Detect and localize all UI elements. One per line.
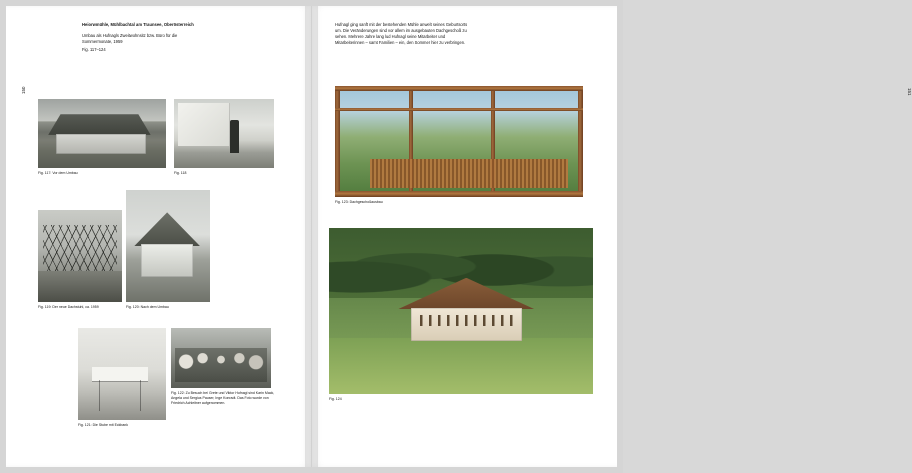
figure-118: [174, 99, 274, 168]
figure-124: [329, 228, 593, 394]
figure-119-caption: Fig. 119: Der neue Dachstuhl, ca. 1959: [38, 305, 99, 309]
figure-120-caption: Fig. 120: Nach dem Umbau: [126, 305, 169, 309]
figure-118-image: [174, 99, 274, 168]
figure-124-image: [329, 228, 593, 394]
figure-122-image: [171, 328, 271, 388]
folio-right: 151: [907, 88, 912, 96]
figure-117: [38, 99, 166, 168]
figure-121-image: [78, 328, 166, 420]
figure-123: [335, 86, 583, 197]
folio-left: 150: [21, 86, 26, 94]
body-text: Hufnagl ging sanft mit der bestehenden Mühle anwelt seines Geburtsorts um. Die Veränderungen sind vor allem im ausgebauten Dachgeschoß zu sehen. Mehrere Jahre lang lud Hufnagl seine Mitarbeiter und Mitarbeiterinnen – samt Familien – ein, den Sommer hier zu verbringen.: [335, 22, 468, 46]
page-headline: Heiorwmühle, Mühlbachtal am Traunsee, Oberösterreich: [82, 22, 194, 27]
figure-122: [171, 328, 271, 388]
figure-121-caption: Fig. 121: Die Stube mit Eckbank: [78, 423, 128, 427]
figure-117-caption: Fig. 117: Vor dem Umbau: [38, 171, 78, 175]
right-page: [312, 6, 912, 467]
page-figure-reference: Fig. 117–124: [82, 47, 106, 52]
figure-118-caption: Fig. 118: [174, 171, 187, 175]
left-page: [6, 6, 311, 467]
figure-117-image: [38, 99, 166, 168]
figure-119-image: [38, 210, 122, 302]
page-subhead: Umbau als Hufnagls Zweitwohnsitz bzw. Büro für die Sommermonate, 1959: [82, 33, 178, 45]
figure-119: [38, 210, 122, 302]
figure-121: [78, 328, 166, 420]
figure-123-image: [335, 86, 583, 197]
figure-123-caption: Fig. 123: Dachgeschoßausbau: [335, 200, 383, 204]
figure-122-caption: Fig. 122: Zu Besuch bei Grete und Viktor Hufnagl sind Karin Mack, Angela und Sergius Pauser, Inge Konradt. Das Foto wurde von Friedrich Achleitner aufgenommen.: [171, 391, 275, 405]
figure-120: [126, 190, 210, 302]
figure-120-image: [126, 190, 210, 302]
figure-124-caption: Fig. 124: [329, 397, 342, 401]
